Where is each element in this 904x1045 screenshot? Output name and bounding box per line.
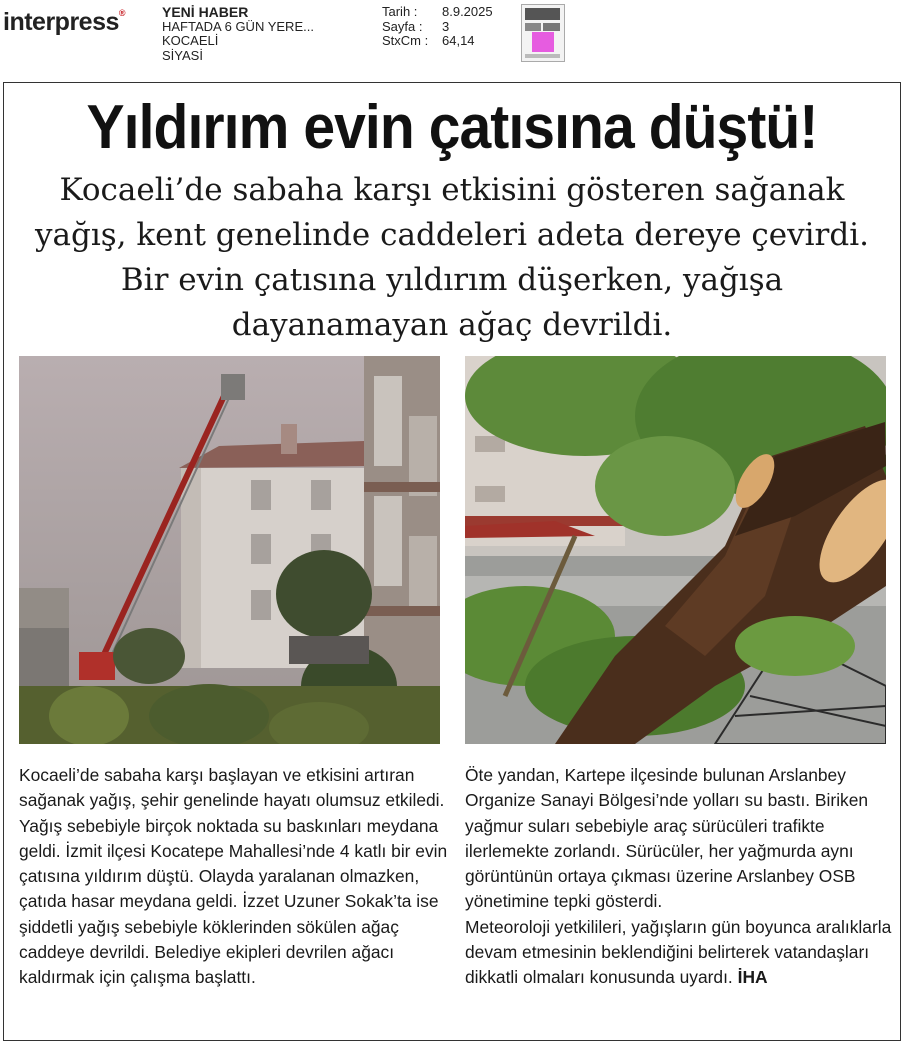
date-label: Tarih :	[382, 4, 418, 19]
photo-fire-truck-ladder	[19, 356, 440, 744]
headline: Yıldırım evin çatısına düştü!	[86, 93, 818, 162]
clipping-meta	[382, 5, 493, 49]
stxcm-label: StxCm :	[382, 33, 429, 48]
date-value: 8.9.2025	[442, 4, 493, 19]
photo-fallen-tree	[465, 356, 886, 744]
column1-paragraph: Kocaeli’de sabaha karşı başlayan ve etkisini artıran sağanak yağış, şehir genelinde hayatı olumsuz etkiledi. Yağış sebebiyle birçok noktada su baskınları meydana geldi. İzmit ilçesi Kocatepe Mahallesi’nde 4 katlı bir evin çatısına yıldırım düştü. Olayda yaralanan olmazken, çatıda hasar meydana geldi. İzzet Uzuner Sokak’ta ise şiddetli yağış sebebiyle köklerinden sökülen ağaç caddeye devrildi. Belediye ekipleri devrilen ağacı kaldırmak için çalışma başlattı.	[19, 765, 448, 988]
news-source: İHA	[737, 967, 768, 988]
interpress-logo: interpress®	[3, 8, 126, 36]
publication-name: YENİ HABER	[162, 4, 249, 20]
publication-city: KOCAELİ	[162, 33, 219, 48]
article-column-2	[465, 763, 895, 991]
publication-info	[162, 5, 314, 63]
page-label: Sayfa :	[382, 18, 423, 34]
publication-frequency: HAFTADA 6 GÜN YERE...	[162, 18, 314, 34]
deck-subheadline: Kocaeli’de sabaha karşı etkisini gösteren sağanak yağış, kent genelinde caddeleri adeta dereye çevirdi. Bir evin çatısına yıldırım düşerken, yağışa dayanamayan ağaç devrildi.	[35, 172, 869, 343]
column2-paragraph-1: Öte yandan, Kartepe ilçesinde bulunan Arslanbey Organize Sanayi Bölgesi’nde yolları su bastı. Biriken yağmur suları sebebiyle araç sürücüleri trafikte ilerlemekte zorlandı. Sürücüler, her yağmurda aynı görüntünün ortaya çıkması üzerine Arslanbey OSB yönetimine tepki gösterdi.	[465, 765, 869, 912]
article-column-1	[19, 763, 449, 991]
clipping-header	[0, 0, 904, 78]
page-value: 3	[442, 18, 450, 34]
stxcm-value: 64,14	[442, 33, 475, 48]
publication-category: SİYASİ	[162, 47, 203, 63]
column2-paragraph-2: Meteoroloji yetkilileri, yağışların gün boyunca aralıklarla devam etmesinin beklendiğini belirterek vatandaşları dikkatli olmaları konusunda uyardı. İHA	[465, 916, 892, 988]
page-thumbnail[interactable]	[521, 4, 565, 62]
